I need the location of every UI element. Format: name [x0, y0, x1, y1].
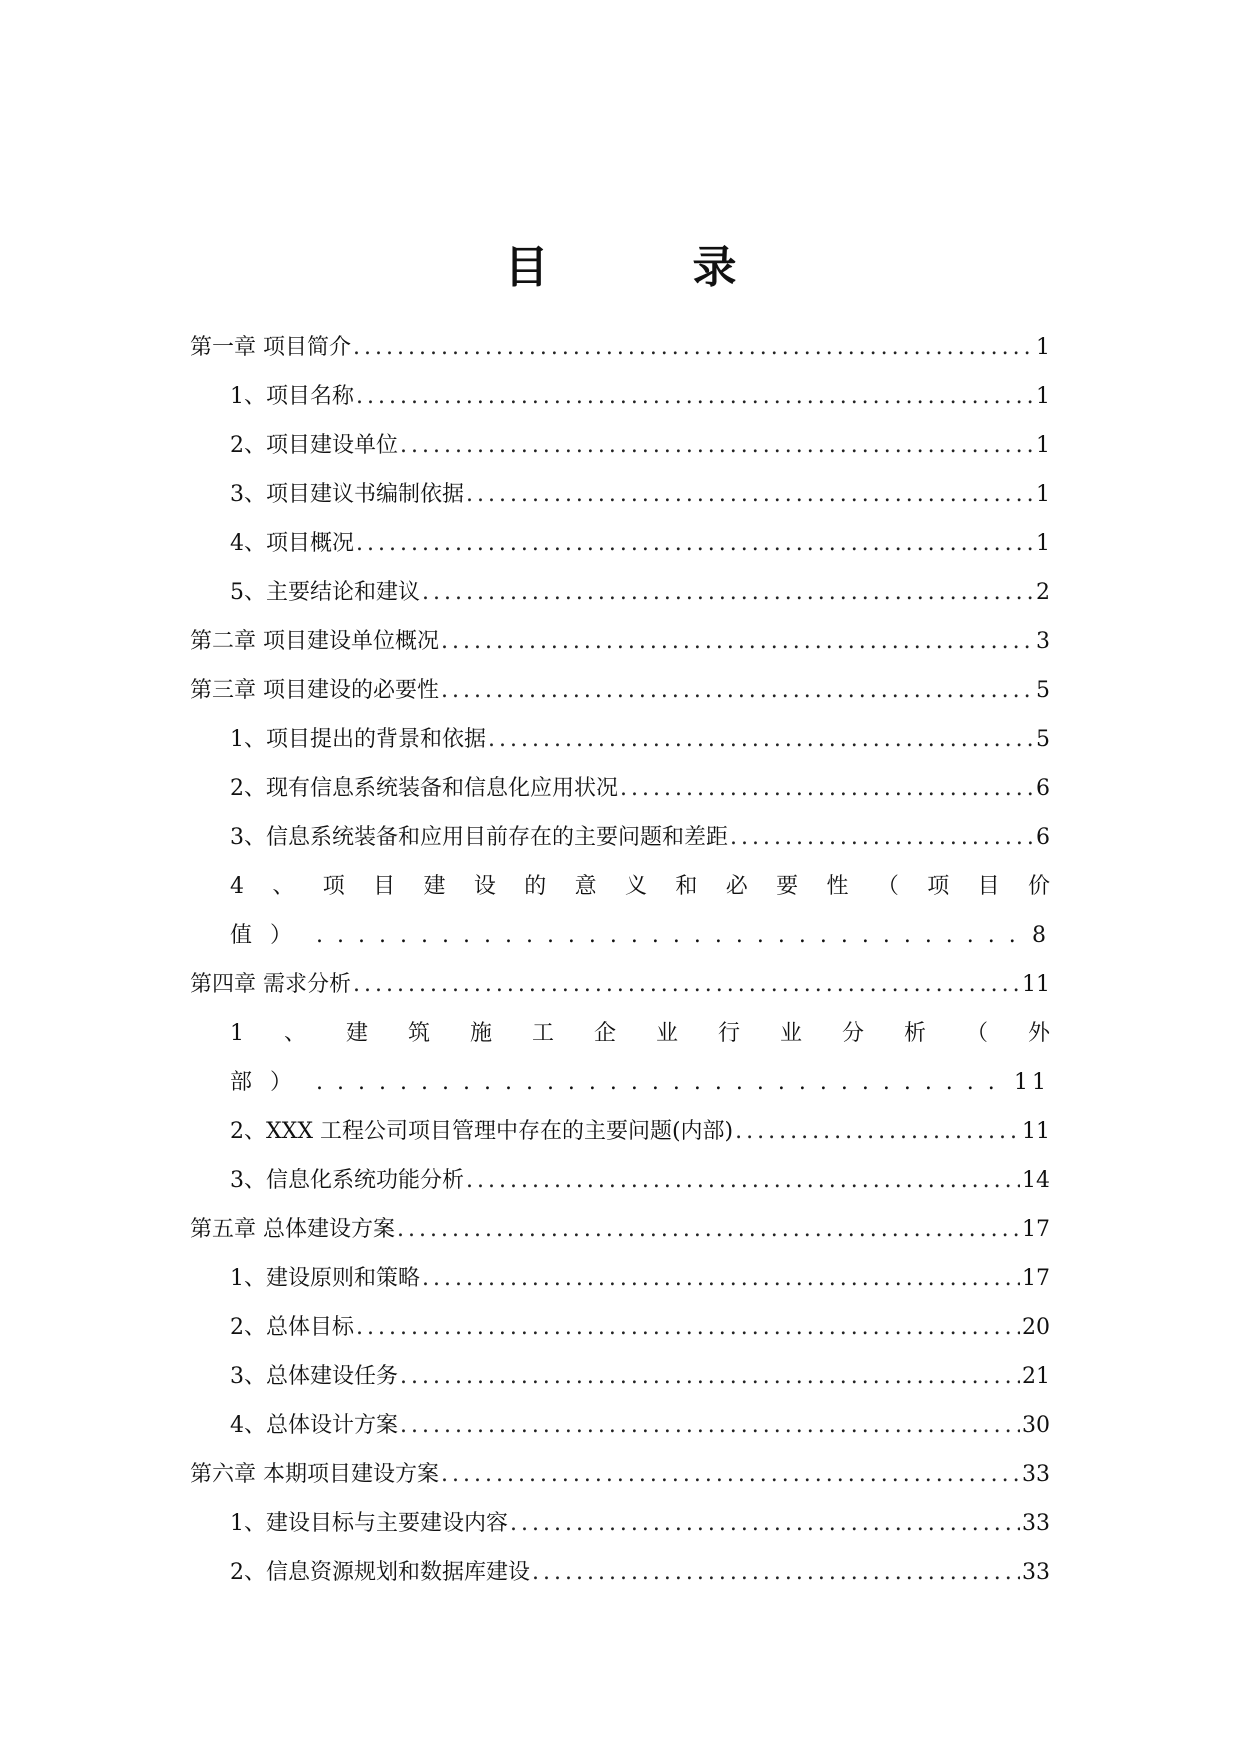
toc-entry-label: 第六章 本期项目建设方案 — [190, 1462, 439, 1487]
toc-entry-char: 外 — [1027, 1021, 1050, 1046]
toc-entry-char: 分 — [841, 1021, 864, 1046]
toc-entry-char: 业 — [779, 1021, 802, 1046]
toc-chapter-entry[interactable] — [190, 323, 1050, 372]
toc-chapter-entry[interactable] — [190, 1205, 1050, 1254]
toc-section-entry[interactable] — [190, 764, 1050, 813]
toc-entry-label: 3、总体建设任务 — [230, 1364, 398, 1389]
toc-entry-char: 行 — [717, 1021, 740, 1046]
toc-dot-leader — [441, 666, 1034, 715]
toc-title: 目 录 — [504, 242, 787, 293]
toc-entry-label: 2、XXX 工程公司项目管理中存在的主要问题(内部) — [230, 1119, 734, 1144]
toc-entry-label: 1、项目提出的背景和依据 — [230, 727, 486, 752]
toc-page-number: 20 — [1022, 1315, 1050, 1340]
toc-dot-leader — [422, 1254, 1020, 1303]
toc-page-number: 3 — [1036, 629, 1050, 654]
toc-entry-label: 2、总体目标 — [230, 1315, 354, 1340]
toc-dot-leader — [441, 617, 1034, 666]
toc-section-entry[interactable] — [190, 1499, 1050, 1548]
toc-entry-label: 2、信息资源规划和数据库建设 — [230, 1560, 530, 1585]
toc-entry-char: 必 — [725, 874, 748, 899]
toc-section-entry[interactable] — [190, 519, 1050, 568]
toc-page-number: 1 — [1036, 335, 1050, 360]
toc-entry-char: （ — [965, 1021, 988, 1046]
toc-entry-label: 3、项目建议书编制依据 — [230, 482, 464, 507]
toc-dot-leader — [422, 568, 1034, 617]
toc-dot-leader — [400, 1401, 1020, 1450]
toc-section-entry[interactable] — [190, 1254, 1050, 1303]
toc-entry-wrapped[interactable] — [190, 1009, 1050, 1107]
toc-entry-label: 2、项目建设单位 — [230, 433, 398, 458]
toc-page-number: 11 — [1022, 972, 1050, 997]
toc-section-entry[interactable] — [190, 421, 1050, 470]
toc-entry-char: 、 — [272, 874, 295, 899]
toc-page-number: 1 — [1036, 482, 1050, 507]
toc-entry-label: 第三章 项目建设的必要性 — [190, 678, 439, 703]
toc-dot-leader — [353, 323, 1034, 372]
toc-dot-leader — [356, 1303, 1020, 1352]
toc-section-entry[interactable] — [190, 1303, 1050, 1352]
toc-page-number: 5 — [1036, 727, 1050, 752]
toc-entry-label: 1、项目名称 — [230, 384, 354, 409]
toc-entry-char: 价 — [1027, 874, 1050, 899]
toc-section-entry[interactable] — [190, 568, 1050, 617]
toc-entry-label: 1、建设目标与主要建设内容 — [230, 1511, 508, 1536]
toc-entry-label: 第二章 项目建设单位概况 — [190, 629, 439, 654]
toc-chapter-entry[interactable] — [190, 617, 1050, 666]
toc-dot-leader — [466, 1156, 1020, 1205]
toc-entry-char: 目 — [373, 874, 396, 899]
toc-entry-char: 要 — [776, 874, 799, 899]
toc-page-number: 30 — [1022, 1413, 1050, 1438]
toc-entry-char: 设 — [473, 874, 496, 899]
toc-entry-label: 4、总体设计方案 — [230, 1413, 398, 1438]
toc-entry-char: 项 — [322, 874, 345, 899]
toc-chapter-entry[interactable] — [190, 960, 1050, 1009]
toc-dot-leader — [532, 1548, 1020, 1597]
toc-page-number: 11 — [1022, 1119, 1050, 1144]
toc-entry-char: 4 — [230, 874, 244, 899]
toc-page-number: 1 — [1036, 531, 1050, 556]
toc-entry-char: 义 — [624, 874, 647, 899]
toc-entry-char: 项 — [927, 874, 950, 899]
toc-entry-char: 性 — [826, 874, 849, 899]
toc-entry-label-line — [230, 1009, 1050, 1058]
toc-entry-char: 意 — [574, 874, 597, 899]
toc-page-number: 8 — [1032, 923, 1050, 948]
toc-dot-leader — [735, 1107, 1020, 1156]
toc-entry-char: 和 — [675, 874, 698, 899]
toc-entry-label: 3、信息化系统功能分析 — [230, 1168, 464, 1193]
toc-section-entry[interactable] — [190, 1352, 1050, 1401]
toc-entry-char: 建 — [345, 1021, 368, 1046]
toc-entry-char: 施 — [469, 1021, 492, 1046]
toc-entry-label: 3、信息系统装备和应用目前存在的主要问题和差距 — [230, 825, 728, 850]
toc-section-entry[interactable] — [190, 1401, 1050, 1450]
toc-section-entry[interactable] — [190, 813, 1050, 862]
toc-page-number: 1 — [1036, 384, 1050, 409]
table-of-contents — [190, 323, 1050, 1597]
toc-entry-wrapped[interactable] — [190, 862, 1050, 960]
toc-page-number: 1 — [1036, 433, 1050, 458]
toc-section-entry[interactable] — [190, 1156, 1050, 1205]
toc-entry-char: 目 — [977, 874, 1000, 899]
toc-dot-leader — [356, 372, 1034, 421]
toc-entry-label-continuation: 值） — [230, 923, 311, 948]
toc-entry-label: 4、项目概况 — [230, 531, 354, 556]
toc-entry-label: 1、建设原则和策略 — [230, 1266, 420, 1291]
toc-entry-label-line — [230, 862, 1050, 911]
toc-dot-leader — [356, 519, 1034, 568]
toc-entry-continuation-line — [230, 911, 1050, 960]
toc-entry-label: 第五章 总体建设方案 — [190, 1217, 395, 1242]
toc-page-number: 33 — [1022, 1560, 1050, 1585]
toc-dot-leader — [316, 911, 1026, 960]
toc-entry-char: 析 — [903, 1021, 926, 1046]
toc-page-number: 11 — [1014, 1070, 1050, 1095]
toc-entry-char: 建 — [423, 874, 446, 899]
toc-entry-label: 第四章 需求分析 — [190, 972, 351, 997]
toc-entry-char: 企 — [593, 1021, 616, 1046]
toc-page-number: 2 — [1036, 580, 1050, 605]
toc-dot-leader — [510, 1499, 1020, 1548]
toc-entry-char: 1 — [230, 1021, 244, 1046]
toc-page-number: 14 — [1022, 1168, 1050, 1193]
toc-page-number: 6 — [1036, 776, 1050, 801]
toc-chapter-entry[interactable] — [190, 1450, 1050, 1499]
toc-dot-leader — [316, 1058, 1008, 1107]
toc-entry-char: （ — [876, 874, 899, 899]
toc-dot-leader — [397, 1205, 1020, 1254]
toc-section-entry[interactable] — [190, 715, 1050, 764]
toc-entry-char: 工 — [531, 1021, 554, 1046]
toc-page-number: 17 — [1022, 1266, 1050, 1291]
toc-entry-continuation-line — [230, 1058, 1050, 1107]
toc-entry-label: 第一章 项目简介 — [190, 335, 351, 360]
toc-page-number: 6 — [1036, 825, 1050, 850]
toc-dot-leader — [400, 421, 1034, 470]
toc-entry-char: 筑 — [407, 1021, 430, 1046]
toc-section-entry[interactable] — [190, 1548, 1050, 1597]
toc-entry-label-continuation: 部） — [230, 1070, 311, 1095]
toc-chapter-entry[interactable] — [190, 666, 1050, 715]
toc-dot-leader — [400, 1352, 1020, 1401]
toc-dot-leader — [488, 715, 1034, 764]
toc-page-number: 21 — [1022, 1364, 1050, 1389]
toc-section-entry[interactable] — [190, 1107, 1050, 1156]
toc-entry-label: 5、主要结论和建议 — [230, 580, 420, 605]
toc-entry-char: 、 — [283, 1021, 306, 1046]
toc-dot-leader — [730, 813, 1034, 862]
toc-entry-char: 业 — [655, 1021, 678, 1046]
toc-entry-label: 2、现有信息系统装备和信息化应用状况 — [230, 776, 618, 801]
toc-dot-leader — [441, 1450, 1020, 1499]
toc-page-number: 33 — [1022, 1462, 1050, 1487]
toc-entry-char: 的 — [524, 874, 547, 899]
toc-dot-leader — [466, 470, 1034, 519]
toc-dot-leader — [620, 764, 1034, 813]
toc-section-entry[interactable] — [190, 470, 1050, 519]
toc-page-number: 17 — [1022, 1217, 1050, 1242]
toc-section-entry[interactable] — [190, 372, 1050, 421]
toc-page-number: 33 — [1022, 1511, 1050, 1536]
toc-page-number: 5 — [1036, 678, 1050, 703]
toc-dot-leader — [353, 960, 1020, 1009]
